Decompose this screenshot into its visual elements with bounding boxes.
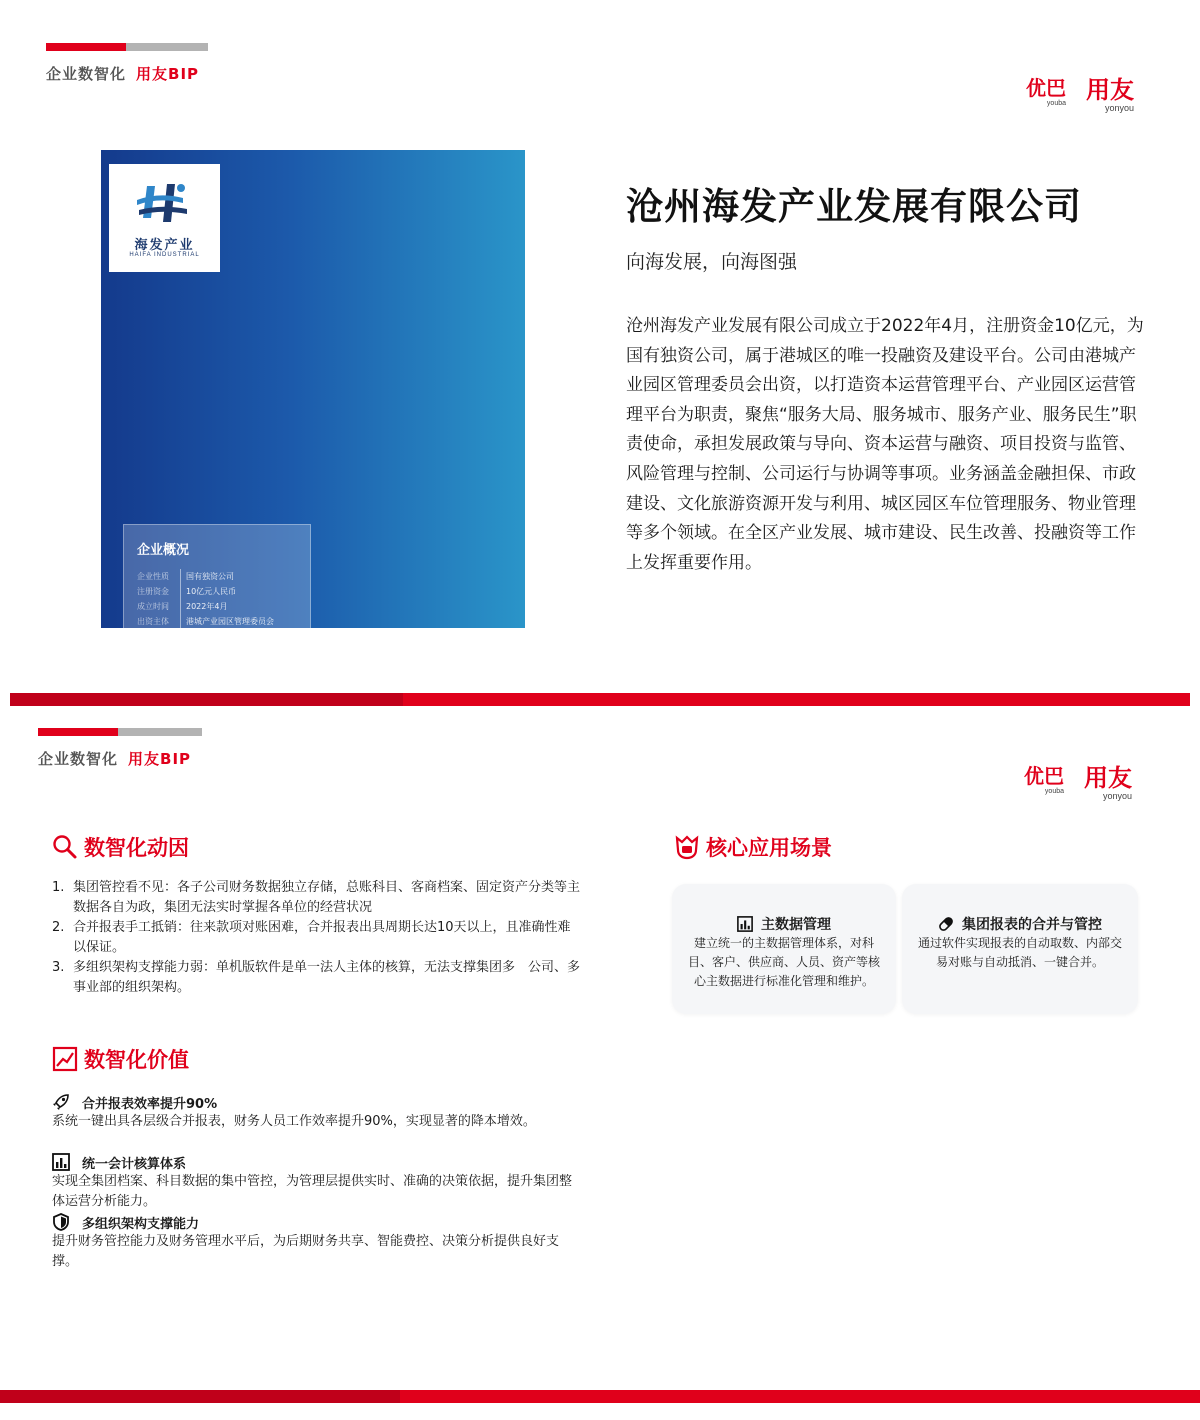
brand-tagline [46, 63, 199, 84]
value-item-title: 多组织架构支撑能力 [82, 1216, 200, 1232]
value-item [52, 1092, 582, 1132]
overview-row: 企业性质 国有独资公司 [137, 569, 274, 584]
youba-logo: 优巴 youba [1026, 76, 1066, 107]
yonyou-logo: 用友 yonyou [1086, 76, 1134, 113]
yonyou-logo: 用友 yonyou [1084, 764, 1132, 801]
search-icon [52, 834, 78, 860]
haifa-emblem-icon [133, 178, 197, 232]
pill-icon [938, 916, 954, 932]
brand-tag-dark: 企业数智化 [46, 65, 127, 83]
scene-card-text: 通过软件实现报表的自动取数、内部交易对账与自动抵消、一键合并。 [917, 936, 1122, 969]
company-title: 沧州海发产业发展有限公司 [626, 185, 1082, 228]
value-item [52, 1152, 582, 1212]
value-item-title: 统一会计核算体系 [82, 1156, 187, 1172]
overview-card [123, 524, 311, 628]
rocket-icon [52, 1093, 70, 1111]
scene-card [672, 884, 896, 1014]
list-item: 1. 集团管控看不见：各子公司财务数据独立存储，总账科目、客商档案、固定资产分类等主数据各自为政，集团无法实时掌握各单位的经营状况 [52, 880, 581, 915]
scene-card [902, 884, 1138, 1014]
scenes-heading [674, 832, 832, 862]
scenes-title: 核心应用场景 [706, 836, 832, 860]
slide-bottom-rule [0, 1390, 1200, 1403]
overview-rows [137, 569, 274, 628]
company-hero-image [101, 150, 525, 628]
company-description: 沧州海发产业发展有限公司成立于2022年4月，注册资金10亿元，为国有独资公司，属于港城区的唯一投融资及建设平台。公司由港城产业园区管理委员会出资，以打造资本运营管理平台、产业园区运营管理平台为职责，聚焦“服务大局、服务城市、服务产业、服务民生”职责使命，承担发展政策与导向、资本运营与融资、项目投资与监管、风险管理与控制、公司运行与协调等事项。业务涵盖金融担保、市政建设、文化旅游资源开发与利用、城区园区车位管理服务、物业管理等多个领域。在全区产业发展、城市建设、民生改善、投融资等工作上发挥重要作用。 [626, 316, 1144, 573]
trend-chart-icon [52, 1046, 78, 1072]
youba-logo: 优巴 youba [1024, 764, 1064, 795]
partner-logos [1026, 78, 1134, 113]
partner-logos [1024, 766, 1132, 801]
slide-bottom-rule [10, 693, 1190, 706]
scene-card-text: 建立统一的主数据管理体系，对科目、客户、供应商、人员、资产等核心主数据进行标准化管理和维护。 [687, 936, 880, 988]
drivers-list [52, 878, 582, 998]
values-heading [52, 1044, 189, 1074]
value-item-title: 合并报表效率提升90% [82, 1096, 218, 1112]
brand-tag-red: 用友BIP [128, 750, 192, 768]
slide-digital-transformation [0, 706, 1200, 1420]
scene-card-title: 集团报表的合并与管控 [962, 917, 1102, 933]
brand-color-bar [38, 728, 202, 736]
brand-tag-dark: 企业数智化 [38, 750, 119, 768]
badge-icon [674, 834, 700, 860]
slide-company-profile [0, 0, 1200, 706]
value-item-text: 系统一键出具各层级合并报表，财务人员工作效率提升90%，实现显著的降本增效。 [52, 1114, 536, 1129]
overview-row: 成立时间 2022年4月 [137, 599, 274, 614]
overview-title: 企业概况 [137, 543, 190, 558]
value-item-text: 实现全集团档案、科目数据的集中管控，为管理层提供实时、准确的决策依据，提升集团整体运营分析能力。 [52, 1174, 573, 1209]
value-item-text: 提升财务管控能力及财务管理水平后，为后期财务共享、智能费控、决策分析提供良好支撑。 [52, 1234, 560, 1269]
overview-row: 出资主体 港城产业园区管理委员会 [137, 614, 274, 628]
drivers-title: 数智化动因 [84, 836, 189, 860]
shield-icon [52, 1213, 70, 1231]
values-title: 数智化价值 [84, 1048, 189, 1072]
haifa-logo-cn: 海发产业 [134, 238, 195, 253]
list-item: 3. 多组织架构支撑能力弱：单机版软件是单一法人主体的核算，无法支撑集团多 公司、多事业部的组织架构。 [52, 960, 581, 995]
bar-chart-icon [52, 1153, 70, 1171]
list-item: 2. 合并报表手工抵销：往来款项对账困难，合并报表出具周期长达10天以上，且准确性难以保证。 [52, 920, 571, 955]
bar-chart-icon [737, 916, 753, 932]
brand-tagline [38, 748, 191, 769]
scene-card-title: 主数据管理 [761, 917, 831, 933]
brand-color-bar [46, 43, 208, 51]
drivers-heading [52, 832, 189, 862]
overview-row: 注册资金 10亿元人民币 [137, 584, 274, 599]
haifa-logo [109, 164, 220, 272]
value-item [52, 1212, 582, 1272]
haifa-logo-en: HAIFA INDUSTRIAL [129, 252, 200, 258]
company-slogan: 向海发展，向海图强 [626, 251, 798, 273]
brand-tag-red: 用友BIP [136, 65, 200, 83]
